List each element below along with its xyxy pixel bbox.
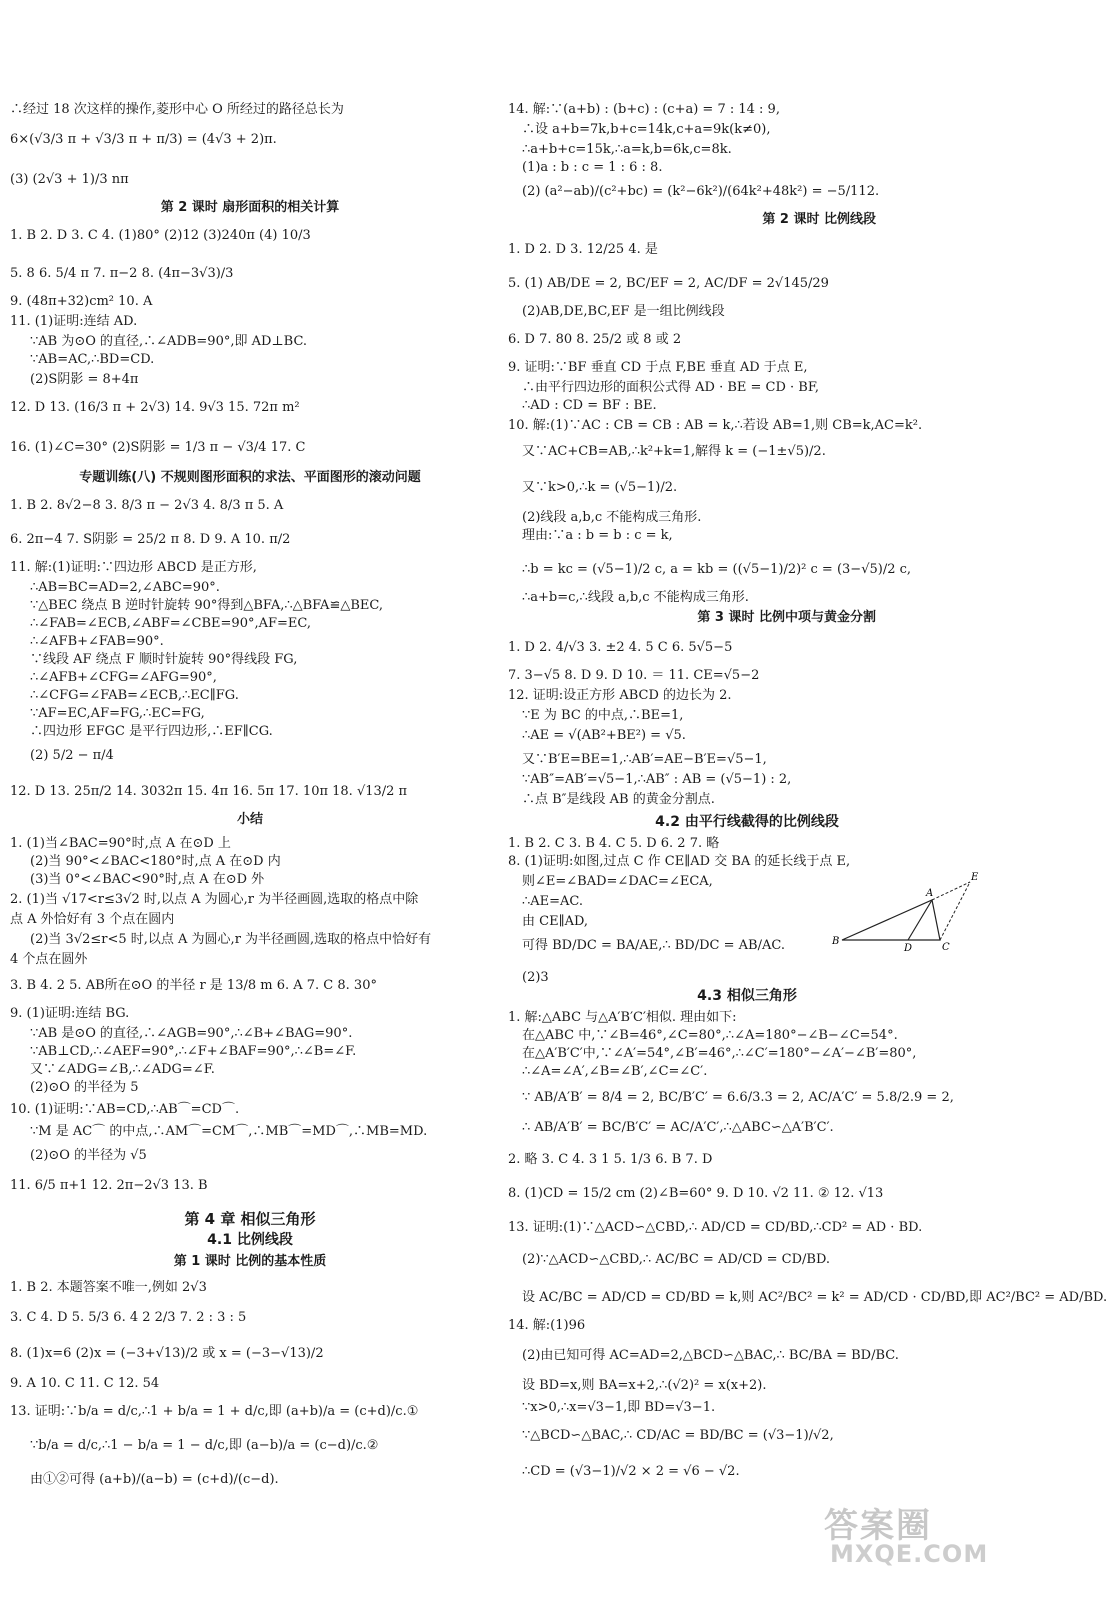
text-line: ∴CD = (√3−1)/√2 × 2 = √6 − √2. (522, 1464, 740, 1479)
text-line: ∴AE = √(AB²+BE²) = √5. (522, 728, 686, 743)
lesson-heading: 第 2 课时 扇形面积的相关计算 (160, 200, 340, 215)
text-line: 12. D 13. 25π/2 14. 3032π 15. 4π 16. 5π 17. 10π 18. √13/2 π (10, 784, 408, 799)
text-line: 1. (1)当∠BAC=90°时,点 A 在⊙D 上 (10, 836, 231, 851)
text-line: 则∠E=∠BAD=∠DAC=∠ECA, (522, 874, 713, 889)
label-a: A (926, 888, 934, 899)
text-line: ∴设 a+b=7k,b+c=14k,c+a=9k(k≠0), (522, 122, 771, 137)
text-line: (2)当 90°<∠BAC<180°时,点 A 在⊙D 内 (30, 854, 281, 869)
text-line: ∴ AB/A′B′ = BC/B′C′ = AC/A′C′,∴△ABC∽△A′B′C′. (522, 1120, 834, 1135)
chapter-heading: 第 4 章 相似三角形 (184, 1210, 316, 1228)
text-line: 3. B 4. 2 5. AB所在⊙O 的半径 r 是 13/8 m 6. A 7. C 8. 30° (10, 978, 377, 993)
watermark-logo (824, 1498, 989, 1572)
lesson-heading: 第 1 课时 比例的基本性质 (173, 1254, 327, 1269)
text-line: (2)当 3√2≤r<5 时,以点 A 为圆心,r 为半径画圆,选取的格点中恰好有 (30, 932, 432, 947)
section-heading: 4.2 由平行线截得的比例线段 (655, 814, 839, 830)
text-line: ∵线段 AF 绕点 F 顺时针旋转 90°得线段 FG, (30, 652, 298, 667)
text-line: 12. 证明:设正方形 ABCD 的边长为 2. (508, 688, 732, 703)
text-line: 13. 证明:(1)∵△ACD∽△CBD,∴ AD/CD = CD/BD,∴CD² = AD · BD. (508, 1220, 923, 1235)
text-line: 设 BD=x,则 BA=x+2,∴(√2)² = x(x+2). (522, 1378, 767, 1393)
text-line: (1)a : b : c = 1 : 6 : 8. (522, 160, 663, 175)
text-line: ∴由平行四边形的面积公式得 AD · BE = CD · BF, (522, 380, 819, 395)
text-line: 13. 证明:∵b/a = d/c,∴1 + b/a = 1 + d/c,即 (a+b)/a = (c+d)/c.① (10, 1404, 419, 1419)
text-line: 1. B 2. D 3. C 4. (1)80° (2)12 (3)240π (4) 10/3 (10, 228, 311, 243)
text-line: 由①②可得 (a+b)/(a−b) = (c+d)/(c−d). (30, 1472, 279, 1487)
text-line: 11. (1)证明:连结 AD. (10, 314, 138, 329)
text-line: 8. (1)CD = 15/2 cm (2)∠B=60° 9. D 10. √2 11. ② 12. √13 (508, 1186, 884, 1201)
section-heading: 4.1 比例线段 (207, 1232, 293, 1248)
text-line: 4 个点在圆外 (10, 952, 88, 967)
text-line: (2)3 (522, 970, 549, 985)
text-line: 可得 BD/DC = BA/AE,∴ BD/DC = AB/AC. (522, 938, 785, 953)
label-e: E (971, 872, 979, 883)
text-line: ∵AB″=AB′=√5−1,∴AB″ : AB = (√5−1) : 2, (522, 772, 792, 787)
text-line: 1. B 2. C 3. B 4. C 5. D 6. 2 7. 略 (508, 836, 720, 851)
text-line: 2. 略 3. C 4. 3 1 5. 1/3 6. B 7. D (508, 1152, 713, 1167)
text-line: 1. B 2. 本题答案不唯一,例如 2√3 (10, 1280, 207, 1295)
text-line: 由 CE∥AD, (522, 914, 589, 929)
text-line: 又∵B′E=BE=1,∴AB′=AE−B′E=√5−1, (522, 752, 767, 767)
text-line: 在△ABC 中,∵∠B=46°,∠C=80°,∴∠A=180°−∠B−∠C=54°. (522, 1028, 898, 1043)
text-line: ∴∠FAB=∠ECB,∠ABF=∠CBE=90°,AF=EC, (30, 616, 312, 631)
text-line: 1. D 2. D 3. 12/25 4. 是 (508, 242, 658, 257)
text-line: ∴∠AFB+∠FAB=90°. (30, 634, 164, 649)
section-heading: 小结 (236, 812, 263, 827)
text-line: ∵AB⊥CD,∴∠AEF=90°,∴∠F+∠BAF=90°,∴∠B=∠F. (30, 1044, 357, 1059)
text-line: 5. 8 6. 5/4 π 7. π−2 8. (4π−3√3)/3 (10, 266, 234, 281)
text-line: ∴∠A=∠A′,∠B=∠B′,∠C=∠C′. (522, 1064, 708, 1079)
text-line: 点 A 外恰好有 3 个点在圆内 (10, 912, 175, 927)
text-line: ∵M 是 AC⌒ 的中点,∴AM⌒=CM⌒,∴MB⌒=MD⌒,∴MB=MD. (30, 1124, 428, 1139)
text-line: 8. (1)证明:如图,过点 C 作 CE∥AD 交 BA 的延长线于点 E, (508, 854, 851, 869)
text-line: 11. 6/5 π+1 12. 2π−2√3 13. B (10, 1178, 208, 1193)
text-line: ∴∠AFB+∠CFG=∠AFG=90°, (30, 670, 217, 685)
text-line: 2. (1)当 √17<r≤3√2 时,以点 A 为圆心,r 为半径画圆,选取的格点中除 (10, 892, 419, 907)
text-line: 6. D 7. 80 8. 25/2 或 8 或 2 (508, 332, 682, 347)
watermark-text: 答案圈 (824, 1506, 932, 1546)
text-line: 在△A′B′C′中,∵∠A′=54°,∠B′=46°,∴∠C′=180°−∠A′−∠B′=80°, (522, 1046, 917, 1061)
text-line: 6. 2π−4 7. S阴影 = 25/2 π 8. D 9. A 10. π/2 (10, 532, 291, 547)
text-line: 16. (1)∠C=30° (2)S阴影 = 1/3 π − √3/4 17. C (10, 440, 306, 455)
section-heading: 4.3 相似三角形 (697, 988, 797, 1004)
text-line: ∴AB=BC=AD=2,∠ABC=90°. (30, 580, 220, 595)
text-line: ∵b/a = d/c,∴1 − b/a = 1 − d/c,即 (a−b)/a = (c−d)/c.② (30, 1438, 379, 1453)
label-d: D (904, 943, 913, 954)
text-line: ∴b = kc = (√5−1)/2 c, a = kb = ((√5−1)/2)² c = (3−√5)/2 c, (522, 562, 912, 577)
text-line: 11. 解:(1)证明:∵四边形 ABCD 是正方形, (10, 560, 257, 575)
text-line: 又∵k>0,∴k = (√5−1)/2. (522, 480, 678, 495)
text-line: 3. C 4. D 5. 5/3 6. 4 2 2/3 7. 2 : 3 : 5 (10, 1310, 247, 1325)
text-line: (2)由已知可得 AC=AD=2,△BCD∽△BAC,∴ BC/BA = BD/BC. (522, 1348, 899, 1363)
text-line: ∴a+b=c,∴线段 a,b,c 不能构成三角形. (522, 590, 749, 605)
lesson-heading: 第 2 课时 比例线段 (762, 212, 876, 227)
text-line: 12. D 13. (16/3 π + 2√3) 14. 9√3 15. 72π m² (10, 400, 300, 415)
text-line: ∵E 为 BC 的中点,∴BE=1, (522, 708, 684, 723)
text-line: (3)当 0°<∠BAC<90°时,点 A 在⊙D 外 (30, 872, 265, 887)
text-line: ∵△BEC 绕点 B 逆时针旋转 90°得到△BFA,∴△BFA≌△BEC, (30, 598, 383, 613)
text-line: ∵AF=EC,AF=FG,∴EC=FG, (30, 706, 205, 721)
label-b: B (832, 936, 840, 947)
text-line: ∴AE=AC. (522, 894, 584, 909)
text-line: 理由:∵a : b = b : c = k, (522, 528, 673, 543)
text-line: (3) (2√3 + 1)/3 nπ (10, 172, 129, 187)
triangle-figure (830, 868, 980, 952)
text-line: 1. 解:△ABC 与△A′B′C′相似. 理由如下: (508, 1010, 737, 1025)
lesson-heading: 第 3 课时 比例中项与黄金分割 (697, 610, 876, 625)
text-line: 5. (1) AB/DE = 2, BC/EF = 2, AC/DF = 2√145/29 (508, 276, 829, 291)
text-line: (2) 5/2 − π/4 (30, 748, 114, 763)
text-line: (2)S阴影 = 8+4π (30, 372, 139, 387)
text-line: (2)AB,DE,BC,EF 是一组比例线段 (522, 304, 725, 319)
triangle-abc (842, 900, 940, 940)
text-line: (2)⊙O 的半径为 √5 (30, 1148, 147, 1163)
segment-ce-dashed (940, 882, 970, 940)
text-line: 10. 解:(1)∵AC : CB = CB : AB = k,∴若设 AB=1,则 CB=k,AC=k². (508, 418, 923, 433)
text-line: ∵△BCD∽△BAC,∴ CD/AC = BD/BC = (√3−1)/√2, (522, 1428, 834, 1443)
segment-ad (908, 900, 932, 940)
text-line: 7. 3−√5 8. D 9. D 10. ＝ 11. CE=√5−2 (508, 668, 760, 683)
text-line: ∵AB 为⊙O 的直径,∴∠ADB=90°,即 AD⊥BC. (30, 334, 308, 349)
text-line: 9. A 10. C 11. C 12. 54 (10, 1376, 160, 1391)
text-line: 又∵AC+CB=AB,∴k²+k=1,解得 k = (−1±√5)/2. (522, 444, 826, 459)
text-line: ∵AB=AC,∴BD=CD. (30, 352, 155, 367)
text-line: 1. B 2. 8√2−8 3. 8/3 π − 2√3 4. 8/3 π 5. A (10, 498, 284, 513)
text-line: ∴a+b+c=15k,∴a=k,b=6k,c=8k. (522, 142, 732, 157)
text-line: ∵x>0,∴x=√3−1,即 BD=√3−1. (522, 1400, 716, 1415)
text-line: (2)线段 a,b,c 不能构成三角形. (522, 510, 702, 525)
text-line: (2) (a²−ab)/(c²+bc) = (k²−6k²)/(64k²+48k²) = −5/112. (522, 184, 880, 199)
text-line: 9. (48π+32)cm² 10. A (10, 294, 153, 309)
text-line: ∴点 B″是线段 AB 的黄金分割点. (522, 792, 715, 807)
text-line: ∵ AB/A′B′ = 8/4 = 2, BC/B′C′ = 6.6/3.3 = 2, AC/A′C′ = 5.8/2.9 = 2, (522, 1090, 954, 1105)
text-line: 8. (1)x=6 (2)x = (−3+√13)/2 或 x = (−3−√13)/2 (10, 1346, 324, 1361)
text-line: 设 AC/BC = AD/CD = CD/BD = k,则 AC²/BC² = k² = AD/CD · CD/BD,即 AC²/BC² = AD/BD. (522, 1290, 1107, 1305)
watermark-url: MXQE.COM (830, 1540, 989, 1568)
text-line: ∴四边形 EFGC 是平行四边形,∴EF∥CG. (30, 724, 273, 739)
text-line: (2)⊙O 的半径为 5 (30, 1080, 139, 1095)
text-line: 又∵∠ADG=∠B,∴∠ADG=∠F. (30, 1062, 215, 1077)
text-line: 9. (1)证明:连结 BG. (10, 1006, 130, 1021)
text-line: (2)∵△ACD∽△CBD,∴ AC/BC = AD/CD = CD/BD. (522, 1252, 831, 1267)
text-line: 9. 证明:∵BF 垂直 CD 于点 F,BE 垂直 AD 于点 E, (508, 360, 808, 375)
section-heading: 专题训练(八) 不规则图形面积的求法、平面图形的滚动问题 (79, 470, 421, 485)
text-line: 1. D 2. 4/√3 3. ±2 4. 5 C 6. 5√5−5 (508, 640, 733, 655)
text-line: ∵AB 是⊙O 的直径,∴∠AGB=90°,∴∠B+∠BAG=90°. (30, 1026, 353, 1041)
label-c: C (942, 942, 950, 953)
text-line: 6×(√3/3 π + √3/3 π + π/3) = (4√3 + 2)π. (10, 132, 277, 147)
text-line: ∴经过 18 次这样的操作,菱形中心 O 所经过的路径总长为 (10, 102, 344, 117)
text-line: ∴∠CFG=∠FAB=∠ECB,∴EC∥FG. (30, 688, 239, 703)
text-line: 14. 解:∵(a+b) : (b+c) : (c+a) = 7 : 14 : 9, (508, 102, 780, 117)
segment-ae-dashed (932, 882, 970, 900)
text-line: 10. (1)证明:∵AB=CD,∴AB⌒=CD⌒. (10, 1102, 240, 1117)
text-line: ∴AD : CD = BF : BE. (522, 398, 657, 413)
text-line: 14. 解:(1)96 (508, 1318, 586, 1333)
